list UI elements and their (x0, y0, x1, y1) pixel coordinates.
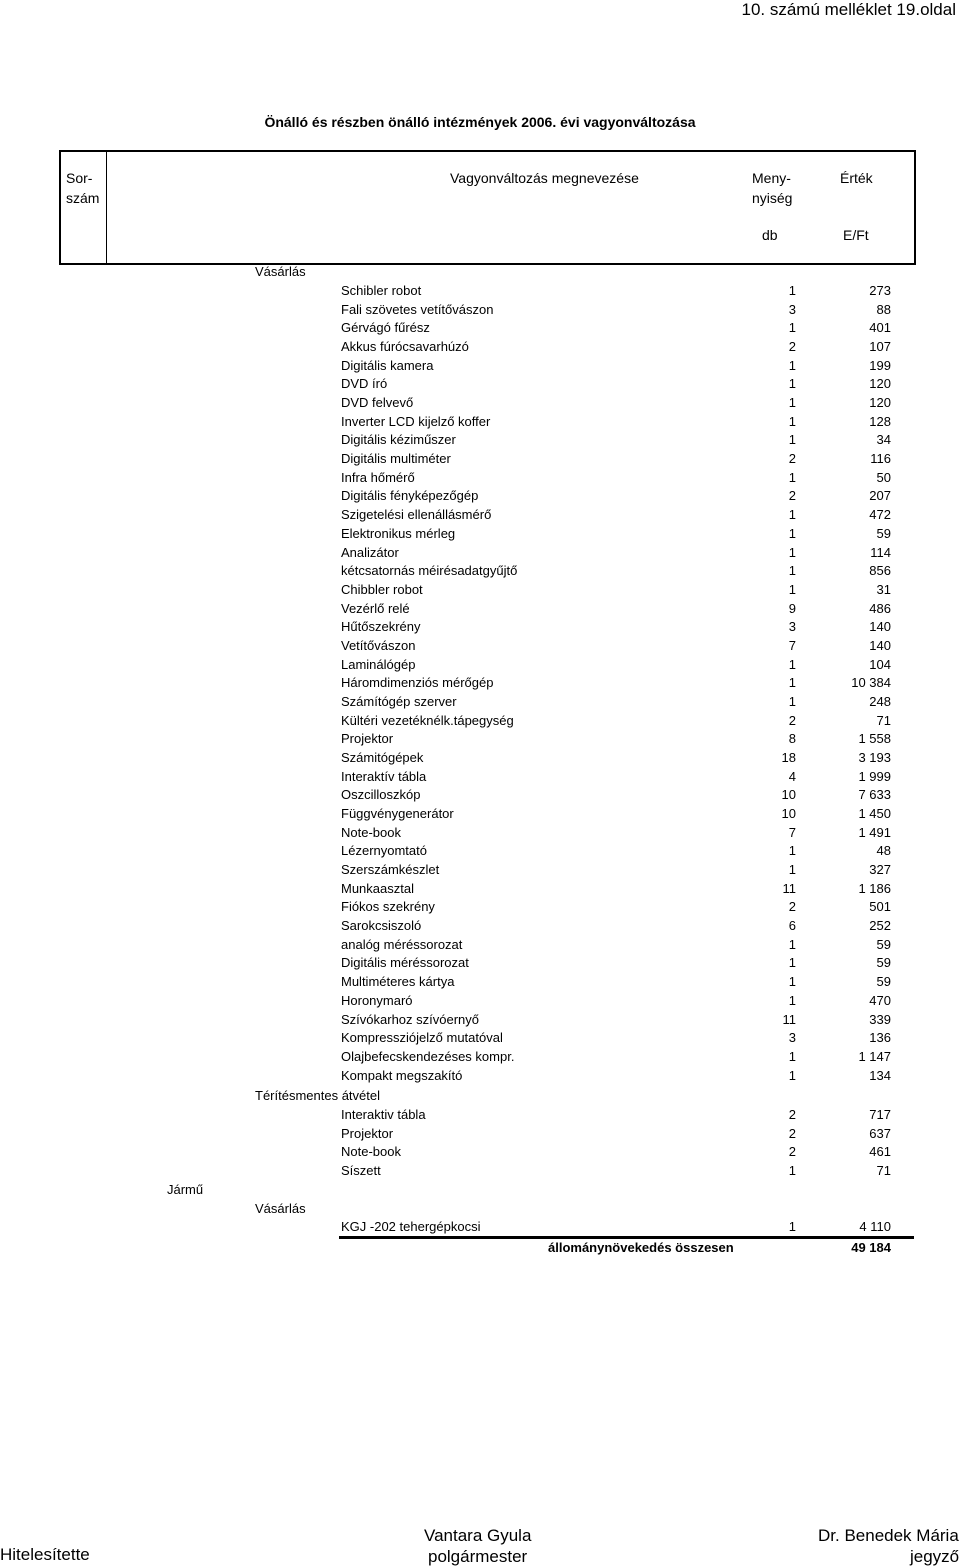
item-value: 207 (869, 488, 891, 504)
item-value: 134 (869, 1067, 891, 1083)
item-name: Vezérlő relé (341, 600, 410, 616)
item-value: 120 (869, 376, 891, 392)
document-title: Önálló és részben önálló intézmények 2006. évi vagyonváltozása (264, 114, 696, 130)
item-name: Digitális kamera (341, 357, 434, 373)
section-terites: Térítésmentes átvétel (255, 1088, 380, 1103)
header-divider (106, 152, 107, 263)
item-value: 88 (876, 301, 891, 317)
table-row (0, 899, 960, 917)
table-row (0, 507, 960, 525)
item-quantity: 1 (788, 581, 796, 597)
item-quantity: 2 (788, 1125, 796, 1141)
footer-mayor-title: polgármester (428, 1547, 528, 1566)
item-value: 1 558 (858, 731, 891, 747)
item-name: analóg méréssorozat (341, 936, 463, 952)
table-row (0, 283, 960, 301)
item-quantity: 1 (788, 357, 796, 373)
item-quantity: 1 (788, 563, 796, 579)
item-name: Digitális kéziműszer (341, 432, 456, 448)
table-row (0, 1068, 960, 1086)
section-vasarlas-vehicle: Vásárlás (255, 1201, 306, 1216)
table-row (0, 451, 960, 469)
item-quantity: 7 (788, 824, 796, 840)
item-quantity: 2 (788, 488, 796, 504)
header-sorszam-2: szám (66, 190, 100, 206)
item-quantity: 1 (788, 862, 796, 878)
footer-certified: Hitelesítette (0, 1545, 90, 1564)
header-value-unit: E/Ft (843, 227, 869, 243)
table-row (0, 1219, 960, 1237)
table-row (0, 713, 960, 731)
item-value: 401 (869, 320, 891, 336)
item-name: Analizátor (341, 544, 399, 560)
item-name: Olajbefecskendezéses kompr. (341, 1048, 515, 1064)
item-quantity: 2 (788, 712, 796, 728)
table-row (0, 320, 960, 338)
item-name: DVD író (341, 376, 388, 392)
item-name: Schibler robot (341, 283, 422, 298)
header-sorszam-1: Sor- (66, 170, 93, 186)
table-row (0, 488, 960, 506)
item-name: Digitális fényképezőgép (341, 488, 479, 504)
item-quantity: 10 (781, 806, 796, 822)
table-row (0, 526, 960, 544)
item-quantity: 11 (782, 1011, 796, 1027)
item-name: DVD felvevő (341, 395, 414, 411)
item-name: Kültéri vezetéknélk.tápegység (341, 712, 514, 728)
item-value: 107 (869, 339, 891, 355)
item-name: Digitális multiméter (341, 451, 451, 467)
header-qty-1: Meny- (752, 170, 791, 186)
item-quantity: 2 (788, 339, 796, 355)
table-row (0, 376, 960, 394)
item-value: 1 147 (858, 1048, 891, 1064)
item-value: 10 384 (851, 675, 891, 691)
item-quantity: 3 (788, 619, 796, 635)
item-name: Interaktiv tábla (341, 1107, 426, 1122)
item-quantity: 11 (782, 880, 796, 896)
item-name: Projektor (341, 731, 394, 747)
item-quantity: 1 (788, 395, 796, 411)
item-quantity: 1 (788, 974, 796, 990)
item-value: 140 (869, 637, 891, 653)
item-name: Számítógép szerver (341, 693, 457, 709)
item-name: Digitális méréssorozat (341, 955, 469, 971)
table-row (0, 657, 960, 675)
item-quantity: 10 (781, 787, 796, 803)
item-quantity: 1 (788, 1219, 796, 1234)
item-quantity: 1 (788, 544, 796, 560)
item-name: Multiméteres kártya (341, 974, 455, 990)
item-value: 128 (869, 413, 891, 429)
table-row (0, 470, 960, 488)
item-value: 273 (869, 283, 891, 298)
table-row (0, 432, 960, 450)
footer-notary-title: jegyző (910, 1547, 960, 1566)
item-value: 637 (869, 1125, 891, 1141)
item-value: 248 (869, 693, 891, 709)
item-quantity: 1 (788, 507, 796, 523)
table-row (0, 302, 960, 320)
item-value: 59 (876, 936, 891, 952)
header-name: Vagyonváltozás megnevezése (450, 170, 639, 186)
item-quantity: 1 (788, 1163, 796, 1179)
table-row (0, 1012, 960, 1030)
table-row (0, 862, 960, 880)
item-quantity: 9 (788, 600, 796, 616)
item-value: 1 450 (858, 806, 891, 822)
item-name: Note-book (341, 824, 401, 840)
table-row (0, 601, 960, 619)
item-name: Kompressziójelző mutatóval (341, 1030, 503, 1046)
table-row (0, 1144, 960, 1162)
total-rule (339, 1236, 914, 1239)
item-name: Oszcilloszkóp (341, 787, 421, 803)
table-row (0, 1049, 960, 1067)
item-name: Vetítővászon (341, 637, 416, 653)
item-quantity: 2 (788, 899, 796, 915)
item-name: Infra hőmérő (341, 469, 415, 485)
table-row (0, 563, 960, 581)
item-value: 50 (876, 469, 891, 485)
item-name: Háromdimenziós mérőgép (341, 675, 494, 691)
item-name: Laminálógép (341, 656, 416, 672)
item-quantity: 8 (788, 731, 796, 747)
item-value: 34 (876, 432, 891, 448)
table-row (0, 638, 960, 656)
item-quantity: 1 (788, 469, 796, 485)
item-value: 48 (876, 843, 891, 859)
item-value: 140 (869, 619, 891, 635)
item-name: Kompakt megszakító (341, 1067, 463, 1083)
item-name: Szerszámkészlet (341, 862, 440, 878)
item-quantity: 2 (788, 1107, 796, 1122)
total-value: 49 184 (851, 1240, 891, 1255)
item-quantity: 1 (788, 675, 796, 691)
item-name: Sarokcsiszoló (341, 918, 422, 934)
item-name: Chibbler robot (341, 581, 423, 597)
item-name: Munkaasztal (341, 880, 414, 896)
table-row (0, 545, 960, 563)
table-row (0, 358, 960, 376)
item-name: Szigetelési ellenállásmérő (341, 507, 492, 523)
item-name: Síszett (341, 1163, 381, 1179)
item-value: 717 (869, 1107, 891, 1122)
item-value: 1 491 (858, 824, 891, 840)
item-value: 470 (869, 992, 891, 1008)
item-quantity: 1 (788, 1067, 796, 1083)
item-name: Függvénygenerátor (341, 806, 454, 822)
item-quantity: 1 (788, 320, 796, 336)
table-row (0, 918, 960, 936)
page-label: 10. számú melléklet 19.oldal (741, 0, 956, 19)
item-value: 120 (869, 395, 891, 411)
item-quantity: 1 (788, 525, 796, 541)
item-name: Horonymaró (341, 992, 413, 1008)
table-row (0, 731, 960, 749)
item-name: Számitógépek (341, 750, 424, 765)
item-value: 252 (869, 918, 891, 934)
table-row (0, 937, 960, 955)
item-value: 856 (869, 563, 891, 579)
item-value: 1 186 (858, 880, 891, 896)
item-name: Projektor (341, 1125, 394, 1141)
table-row (0, 582, 960, 600)
item-quantity: 1 (788, 936, 796, 952)
item-quantity: 18 (781, 750, 796, 765)
header-value: Érték (840, 170, 873, 186)
table-row (0, 675, 960, 693)
item-quantity: 4 (788, 768, 796, 784)
table-row (0, 694, 960, 712)
item-name: Fiókos szekrény (341, 899, 435, 915)
footer-mayor-name: Vantara Gyula (424, 1526, 532, 1545)
item-name: Inverter LCD kijelző koffer (341, 413, 491, 429)
item-quantity: 1 (788, 376, 796, 392)
item-value: 461 (869, 1144, 891, 1160)
item-value: 4 110 (859, 1219, 891, 1234)
item-name: Szívókarhoz szívóernyő (341, 1011, 480, 1027)
item-value: 199 (869, 357, 891, 373)
item-value: 472 (869, 507, 891, 523)
item-value: 486 (869, 600, 891, 616)
item-value: 327 (869, 862, 891, 878)
item-name: kétcsatornás méirésadatgyűjtő (341, 563, 518, 579)
item-quantity: 1 (788, 283, 796, 298)
item-quantity: 7 (788, 637, 796, 653)
header-qty-2: nyiség (752, 190, 793, 206)
table-row (0, 769, 960, 787)
item-quantity: 3 (788, 301, 796, 317)
table-row (0, 339, 960, 357)
item-quantity: 1 (788, 693, 796, 709)
table-row (0, 825, 960, 843)
item-value: 59 (876, 525, 891, 541)
table-row (0, 974, 960, 992)
table-header-box (59, 150, 916, 265)
table-row (0, 1126, 960, 1144)
footer-notary-name: Dr. Benedek Mária (818, 1526, 959, 1545)
table-row (0, 619, 960, 637)
item-name: Akkus fúrócsavarhúzó (341, 339, 469, 355)
table-row (0, 1107, 960, 1125)
table-row (0, 993, 960, 1011)
item-quantity: 6 (788, 918, 796, 934)
section-jarmu: Jármű (167, 1182, 204, 1197)
table-row (0, 843, 960, 861)
item-value: 59 (876, 955, 891, 971)
table-row (0, 955, 960, 973)
item-value: 501 (869, 899, 891, 915)
item-value: 339 (869, 1011, 891, 1027)
item-quantity: 1 (788, 432, 796, 448)
section-vasarlas: Vásárlás (255, 264, 306, 279)
item-name: Note-book (341, 1144, 401, 1160)
item-value: 71 (876, 712, 891, 728)
table-row (0, 414, 960, 432)
table-row (0, 1030, 960, 1048)
item-value: 104 (869, 656, 891, 672)
item-value: 116 (870, 451, 891, 467)
table-row (0, 395, 960, 413)
item-name: KGJ -202 tehergépkocsi (341, 1219, 481, 1234)
item-quantity: 1 (788, 413, 796, 429)
total-label: állománynövekedés összesen (548, 1240, 734, 1255)
table-row (0, 881, 960, 899)
item-quantity: 3 (788, 1030, 796, 1046)
item-value: 71 (876, 1163, 891, 1179)
item-value: 136 (869, 1030, 891, 1046)
item-value: 1 999 (858, 768, 891, 784)
item-value: 3 193 (858, 750, 891, 765)
item-name: Hűtőszekrény (341, 619, 421, 635)
item-name: Interaktív tábla (341, 768, 427, 784)
item-value: 59 (876, 974, 891, 990)
item-quantity: 2 (788, 451, 796, 467)
item-name: Gérvágó fűrész (341, 320, 430, 336)
item-name: Lézernyomtató (341, 843, 427, 859)
item-quantity: 1 (788, 656, 796, 672)
item-value: 7 633 (858, 787, 891, 803)
item-value: 114 (870, 544, 891, 560)
item-quantity: 1 (788, 992, 796, 1008)
table-row (0, 806, 960, 824)
table-row (0, 787, 960, 805)
table-row (0, 1163, 960, 1181)
item-value: 31 (876, 581, 891, 597)
table-row (0, 750, 960, 768)
item-quantity: 1 (788, 1048, 796, 1064)
header-qty-unit: db (762, 227, 778, 243)
item-name: Fali szövetes vetítővászon (341, 301, 494, 317)
item-quantity: 2 (788, 1144, 796, 1160)
item-quantity: 1 (788, 955, 796, 971)
item-name: Elektronikus mérleg (341, 525, 456, 541)
item-quantity: 1 (788, 843, 796, 859)
